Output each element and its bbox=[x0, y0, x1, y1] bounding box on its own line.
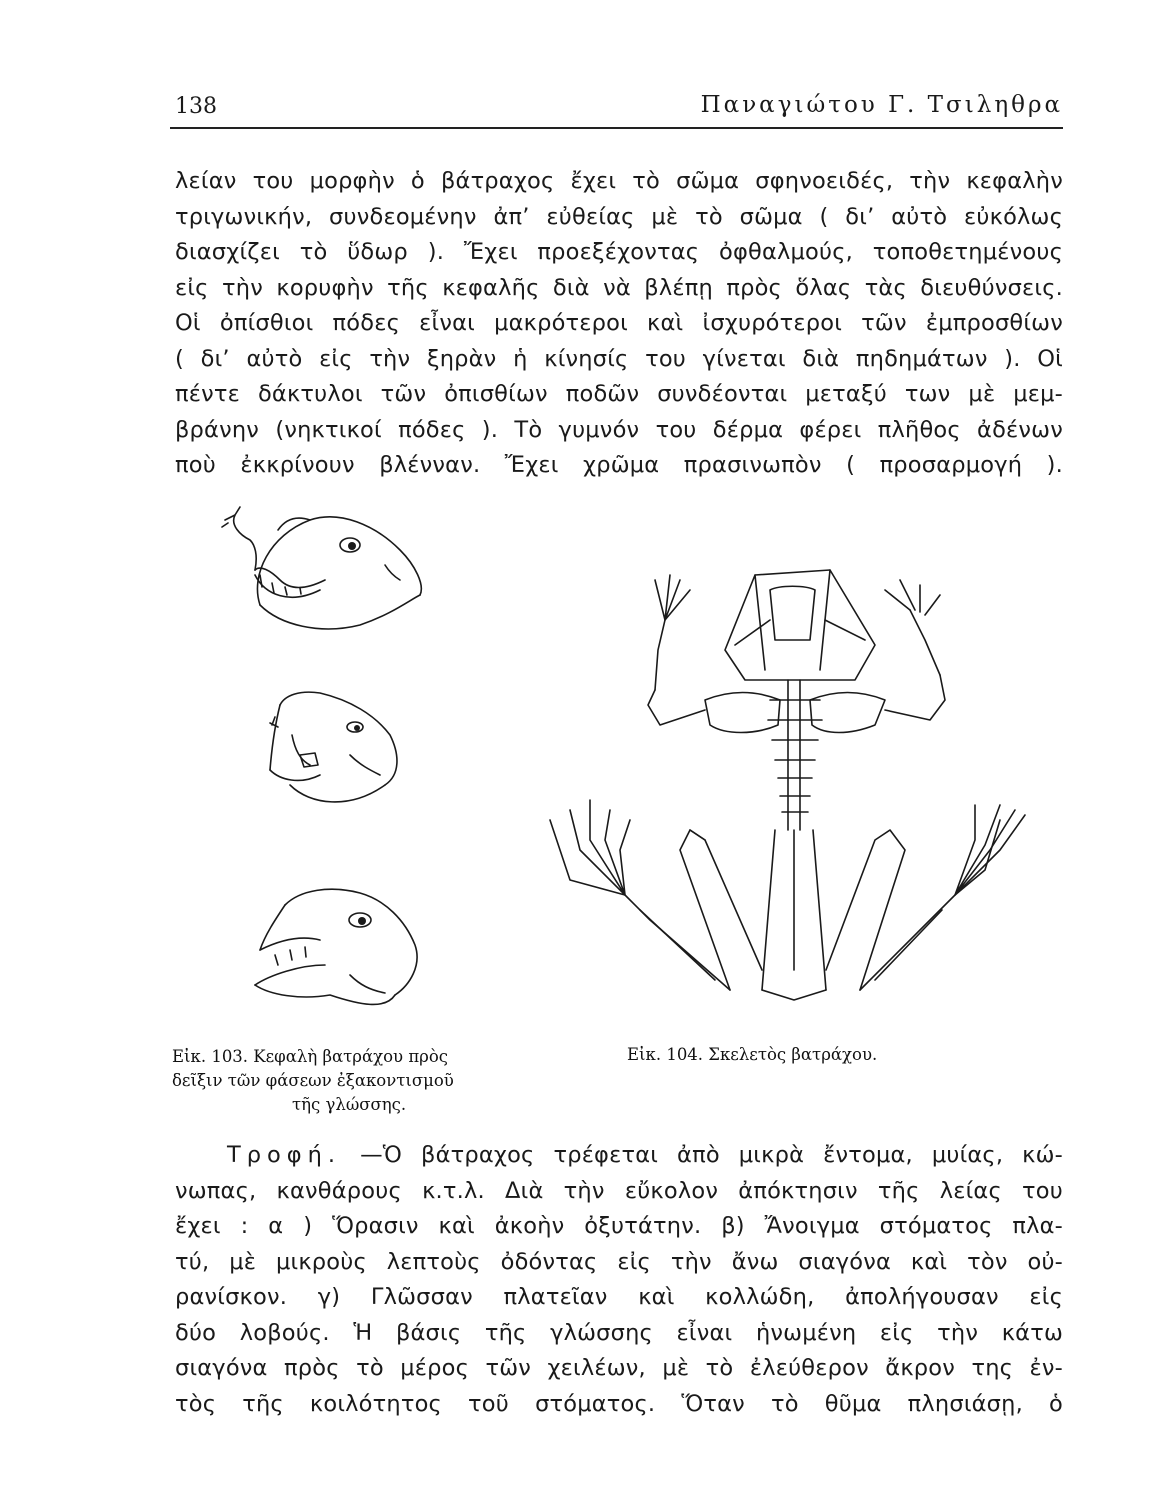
text-line: ( δι’ αὐτὸ εἰς τὴν ξηρὰν ἡ κίνησίς του γίνεται διὰ πηδημάτων ). Οἱ bbox=[175, 345, 1063, 372]
section-lead-word: Τροφή. bbox=[227, 1142, 342, 1168]
page-number: 138 bbox=[175, 94, 217, 119]
caption-line: τῆς γλώσσης. bbox=[292, 1095, 407, 1114]
text-line: ποὺ ἐκκρίνουν βλένναν. Ἔχει χρῶμα πρασινωπὸν ( προσαρμογή ). bbox=[175, 452, 1063, 478]
text-line: Οἱ ὀπίσθιοι πόδες εἶναι μακρότεροι καὶ ἰσχυρότεροι τῶν ἐμπροσθίων bbox=[175, 310, 1063, 336]
header-rule bbox=[170, 127, 1063, 129]
text-line: δύο λοβούς. Ἡ βάσις τῆς γλώσσης εἶναι ἡνωμένη εἰς τὴν κάτω bbox=[175, 1319, 1063, 1346]
text-line: τύ, μὲ μικροὺς λεπτοὺς ὀδόντας εἰς τὴν ἄνω σιαγόνα καὶ τὸν οὐ- bbox=[175, 1248, 1063, 1275]
text-line: βράνην (νηκτικοί πόδες ). Τὸ γυμνόν του δέρμα φέρει πλῆθος ἀδένων bbox=[175, 416, 1063, 443]
running-head: Παναγιώτου Γ. Τσιληθρα bbox=[700, 92, 1063, 118]
frog-head-phase-1 bbox=[222, 507, 421, 629]
caption-line: δεῖξιν τῶν φάσεων ἐξακοντισμοῦ bbox=[172, 1071, 454, 1090]
bottom-paragraph bbox=[175, 1138, 1063, 1422]
text-line: τριγωνικήν, συνδεομένην ἀπ’ εὐθείας μὲ τὸ σῶμα ( δι’ αὐτὸ εὐκόλως bbox=[175, 203, 1063, 230]
text-line: ρανίσκον. γ) Γλῶσσαν πλατεῖαν καὶ κολλώδη, ἀπολήγουσαν εἰς bbox=[175, 1284, 1063, 1310]
frog-head-phase-3 bbox=[255, 889, 417, 1004]
text-line: πέντε δάκτυλοι τῶν ὀπισθίων ποδῶν συνδέονται μεταξύ των μὲ μεμ- bbox=[175, 381, 1063, 407]
text-line: σιαγόνα πρὸς τὸ μέρος τῶν χειλέων, μὲ τὸ ἐλεύθερον ἄκρον της ἐν- bbox=[175, 1355, 1063, 1381]
frog-head-phase-2 bbox=[270, 692, 397, 802]
frog-heads-tongue-phases-illustration bbox=[200, 495, 460, 1035]
frog-skeleton-illustration bbox=[530, 550, 1060, 1010]
text-line bbox=[175, 1138, 1063, 1174]
figure-103-caption bbox=[172, 1045, 532, 1117]
text-line: νωπας, κανθάρους κ.τ.λ. Διὰ τὴν εὔκολον ἀπόκτησιν τῆς λείας του bbox=[175, 1177, 1063, 1204]
text-segment: —Ὁ βάτραχος τρέφεται ἀπὸ μικρὰ ἔντομα, μυίας, κώ- bbox=[360, 1142, 1063, 1168]
text-line: ἔχει : α ) Ὅρασιν καὶ ἀκοὴν ὀξυτάτην. β) Ἄνοιγμα στόματος πλα- bbox=[175, 1213, 1063, 1239]
top-paragraph bbox=[175, 164, 1063, 484]
text-line: διασχίζει τὸ ὕδωρ ). Ἔχει προεξέχοντας ὀφθαλμούς, τοποθετημένους bbox=[175, 239, 1063, 265]
text-line: εἰς τὴν κορυφὴν τῆς κεφαλῆς διὰ νὰ βλέπῃ πρὸς ὅλας τὰς διευθύνσεις. bbox=[175, 274, 1063, 301]
text-line: τὸς τῆς κοιλότητος τοῦ στόματος. Ὅταν τὸ θῦμα πλησιάσῃ, ὁ bbox=[175, 1390, 1063, 1417]
caption-line: Εἰκ. 103. Κεφαλὴ βατράχου πρὸς bbox=[172, 1047, 449, 1066]
text-line: λείαν του μορφὴν ὁ βάτραχος ἔχει τὸ σῶμα σφηνοειδές, τὴν κεφαλὴν bbox=[175, 168, 1063, 194]
figure-104-caption: Εἰκ. 104. Σκελετὸς βατράχου. bbox=[627, 1045, 878, 1064]
